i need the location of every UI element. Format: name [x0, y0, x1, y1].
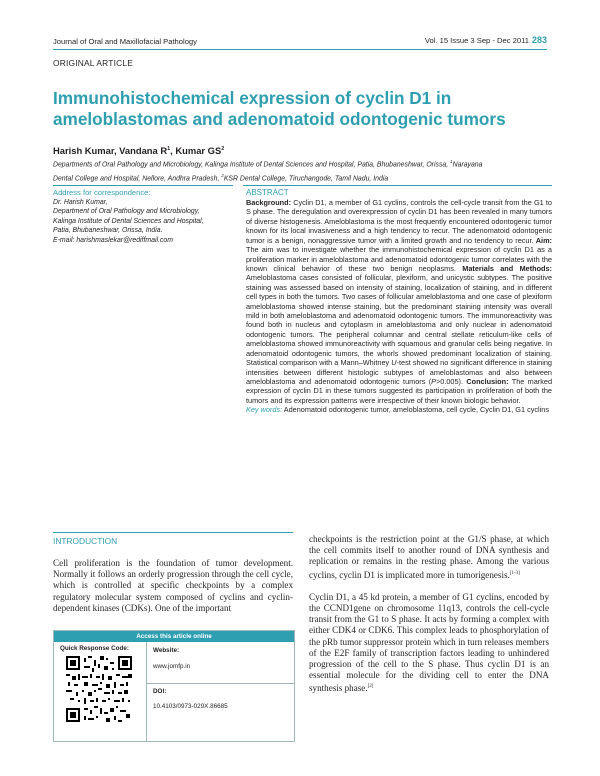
authors [53, 145, 224, 156]
abstract-title: ABSTRACT [246, 188, 289, 197]
correspondence-title: Address for correspondence: [53, 188, 151, 197]
article-title [53, 88, 553, 129]
abstract-conclusion: The marked expression of cyclin D1 in these tumors suggested its participation in proliferation of both the tumors and its expression patterns were irrespective of their known biologic behavior. [246, 377, 553, 405]
abstract-methods-3: >0.005). [436, 377, 463, 387]
affiliation-sup-2: 2 [221, 172, 224, 178]
intro-left-column [53, 558, 293, 614]
header-rule [53, 49, 547, 50]
abstract-aim-label: Aim: [533, 235, 552, 245]
abstract-methods: Ameloblastoma cases consisted of follicular, plexiform, and unicystic subtypes. The positive staining was assessed based on intensity of staining, localization of staining, and in different cell types in both the tumors. Two cases of follicular ameloblastoma and one case of plexiform ameloblastoma showed intense staining, but the predominant staining intensity was overall mild in both ameloblastoma and adenomatoid odontogenic tumors. The immunoreactivity was found both in nucleus and cytoplasm in ameloblastoma and only nuclear in adenomatoid odontogenic tumors. The peripheral columnar and central stellate reticulum-like cells of ameloblastoma showed immunoreactivity with squamous and granular cells being negative. In adenomatoid odontogenic tumors, the whorls showed predominant localization of staining. Statistical comparison with a Mann–Whitney [246, 273, 552, 368]
abstract-conclusion-label: Conclusion: [463, 377, 509, 387]
citation-ref[interactable]: [1-3] [509, 570, 520, 576]
intro-paragraph-1: Cell proliferation is the foundation of tumor development. Normally it follows an orderly progression through the cell cycle, which is controlled at specific checkpoints by a complex regulatory molecular system composed of cyclins and cyclin-dependent kinases (CDKs). One of the important [53, 558, 293, 613]
qr-label: Quick Response Code: [60, 645, 129, 652]
correspondence-line: Department of Oral Pathology and Microbiology, [53, 208, 200, 216]
author-2-sup: 2 [221, 145, 225, 152]
author-2: , Kumar GS [170, 145, 222, 156]
journal-name: Journal of Oral and Maxillofacial Pathology [53, 37, 197, 46]
abstract-body [246, 198, 552, 415]
abstract-background: Cyclin D1, a member of G1 cyclins, controls the cell-cycle transit from the G1 to S phase. The deregulation and overexpression of cyclin D1 has been revealed in many tumors of diverse histogenesis. Ameloblastoma is the most frequently encountered odontogenic tumor known for its local invasiveness and a high tendency to recur. The adenomatoid odontogenic tumor is a benign, nonaggressive tumor with a limited growth and no tendency to recur. [246, 198, 552, 245]
box-divider [146, 683, 294, 684]
website-link[interactable]: www.jomfp.in [153, 663, 191, 670]
page-number: 283 [531, 35, 547, 45]
box-divider [146, 642, 147, 741]
affiliation-2: Dental College and Hospital, Nellore, Andhra Pradesh, [53, 175, 220, 183]
affiliation-1: Departments of Oral Pathology and Microbiology, Kalinga Institute of Dental Sciences and Hospital, Patia, Bhubaneshwar, Orissa, [53, 161, 449, 169]
intro-title: INTRODUCTION [53, 536, 118, 546]
doi-label: DOI: [153, 688, 167, 695]
access-header: Access this article online [54, 631, 294, 642]
abstract-methods-2: -test showed no significant difference in staining intensities between different histologic subtypes of ameloblastomas and also between ameloblastoma and adenomatoid odontogenic tumors ( [246, 358, 552, 387]
doi-link[interactable]: 10.4103/0973-029X.86685 [153, 703, 228, 710]
correspondence-email[interactable]: E-mail: harishmaslekar@rediffmail.com [53, 236, 173, 244]
website-label: Website: [153, 647, 180, 654]
correspondence-rule [53, 185, 233, 186]
intro-paragraph-2 [309, 534, 549, 581]
affiliations [53, 157, 553, 185]
intro-paragraph-3 [309, 592, 549, 695]
keywords-label: Key words: [246, 405, 283, 415]
intro-paragraph-3-text: Cyclin D1, a 45 kd protein, a member of G1 cyclins, encoded by the CCND1gene on chromosome 11q13, controls the cell-cycle transit from the G1 to S phase. It acts by forming a complex with either CDK4 or CDK6. This complex leads to phosphorylation of the pRb tumor suppressor protein which in turn releases members of the E2F family of transcription factors leading to unhindered progression of the cell to the S phase. Thus cyclin D1 is an essential molecule for the dividing cell to enter the DNA synthesis phase. [309, 591, 549, 694]
abstract-background-label: Background: [246, 198, 291, 207]
intro-paragraph-2-text: checkpoints is the restriction point at the G1/S phase, at which the cell commits itself to another round of DNA synthesis and replication or remains in the resting phase. Among the various cyclins, cyclin D1 is implicated more in tumorigenesis. [309, 534, 549, 580]
citation-ref[interactable]: [2] [367, 684, 374, 690]
correspondence-line: Dr. Harish Kumar, [53, 199, 108, 206]
title-line-2: ameloblastomas and adenomatoid odontogenic tumors [53, 108, 506, 129]
keywords: Adenomatoid odontogenic tumor, ameloblastoma, cell cycle, Cyclin D1, G1 cyclins [282, 405, 549, 415]
abstract-rule [243, 185, 552, 186]
abstract-p: P [431, 377, 437, 387]
intro-right-column [309, 534, 549, 695]
qr-code-icon[interactable] [66, 656, 132, 722]
abstract-u: U [391, 358, 397, 368]
correspondence-block [53, 198, 235, 245]
title-line-1: Immunohistochemical expression of cyclin D1 in [53, 88, 452, 108]
access-online-box [53, 630, 295, 742]
correspondence-line: Patia, Bhubaneshwar, Orissa, India. [53, 227, 163, 235]
abstract-methods-label: Materials and Methods: [455, 263, 552, 273]
affiliation-1b: Narayana [452, 161, 483, 169]
author-1: Harish Kumar, Vandana R [53, 145, 168, 156]
author-1-sup: 1 [167, 145, 171, 152]
correspondence-line: Kalinga Institute of Dental Sciences and Hospital, [53, 217, 204, 225]
affiliation-sup-1: 1 [450, 159, 453, 164]
intro-rule [53, 532, 293, 533]
section-tag: ORIGINAL ARTICLE [53, 58, 133, 68]
abstract-aim: The aim was to investigate whether the immunohistochemical expression of cyclin D1 as a proliferation marker in ameloblastoma and adenomatoid odontogenic tumor correlates with the known clinical behavior of these two benign neoplasms. [246, 245, 552, 273]
affiliation-2b: KSR Dental College, Tiruchangode, Tamil Nadu, India [223, 175, 389, 183]
issue-text: Vol. 15 Issue 3 Sep - Dec 2011 [424, 36, 529, 45]
issue-info [425, 35, 547, 45]
